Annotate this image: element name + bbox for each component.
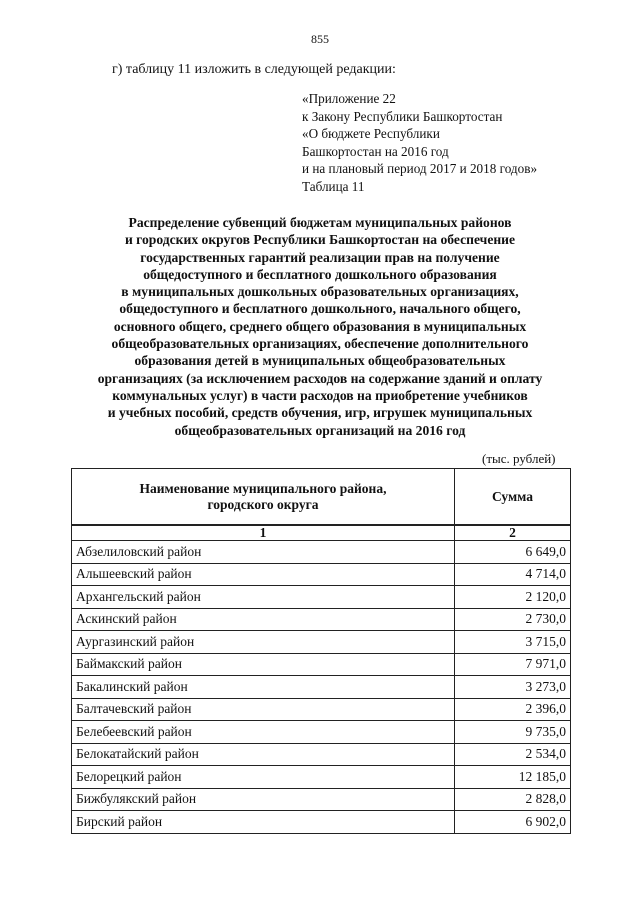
table-row <box>72 676 571 699</box>
table-header-row <box>72 469 571 526</box>
table-row <box>72 766 571 789</box>
title-line: общеобразовательных организаций на 2016 год <box>174 422 466 438</box>
district-sum: 2 120,0 <box>455 586 571 609</box>
table-row <box>72 541 571 564</box>
district-sum: 12 185,0 <box>455 766 571 789</box>
header-sum: Сумма <box>455 469 571 526</box>
district-sum: 6 902,0 <box>455 811 571 834</box>
district-name: Бирский район <box>72 811 455 834</box>
district-sum: 2 730,0 <box>455 608 571 631</box>
intro-text: г) таблицу 11 изложить в следующей редакции: <box>112 62 396 77</box>
district-name: Белебеевский район <box>72 721 455 744</box>
district-sum: 7 971,0 <box>455 653 571 676</box>
title-line: Распределение субвенций бюджетам муниципальных районов <box>128 215 512 230</box>
table-row <box>72 743 571 766</box>
table-row <box>72 608 571 631</box>
district-sum: 3 715,0 <box>455 631 571 654</box>
column-number: 2 <box>455 525 571 541</box>
table-number: Таблица 11 <box>302 178 365 194</box>
column-number: 1 <box>72 525 455 541</box>
district-name: Бакалинский район <box>72 676 455 699</box>
column-number-row <box>72 525 571 541</box>
district-name: Белорецкий район <box>72 766 455 789</box>
district-name: Белокатайский район <box>72 743 455 766</box>
district-sum: 2 396,0 <box>455 698 571 721</box>
appendix-line: Башкортостан на 2016 год <box>302 143 449 159</box>
appendix-line: и на плановый период 2017 и 2018 годов» <box>302 161 538 177</box>
table-row <box>72 698 571 721</box>
table-row <box>72 788 571 811</box>
title-line: в муниципальных дошкольных образовательных организациях, <box>121 284 519 300</box>
table-row <box>72 811 571 834</box>
header-name <box>72 469 455 526</box>
title-line: организациях (за исключением расходов на содержание зданий и оплату <box>97 370 543 386</box>
header-name-line: городского округа <box>207 496 319 512</box>
table-row <box>72 586 571 609</box>
district-sum: 3 273,0 <box>455 676 571 699</box>
table-row <box>72 563 571 586</box>
table-row <box>72 721 571 744</box>
district-name: Баймакский район <box>72 653 455 676</box>
title-line: коммунальных услуг) в части расходов на приобретение учебников <box>112 387 528 403</box>
district-sum: 9 735,0 <box>455 721 571 744</box>
units-label: (тыс. рублей) <box>482 451 556 466</box>
district-name: Балтачевский район <box>72 698 455 721</box>
table-row <box>72 653 571 676</box>
district-sum: 6 649,0 <box>455 541 571 564</box>
appendix-line: «Приложение 22 <box>302 91 396 106</box>
district-name: Архангельский район <box>72 586 455 609</box>
document-title <box>60 214 580 439</box>
district-name: Аургазинский район <box>72 631 455 654</box>
appendix-line: «О бюджете Республики <box>302 126 440 142</box>
table-row <box>72 631 571 654</box>
page-number: 855 <box>311 32 329 46</box>
title-line: основного общего, среднего общего образования в муниципальных <box>113 318 527 334</box>
title-line: общеобразовательных организациях, обеспечение дополнительного <box>111 336 529 352</box>
title-line: государственных гарантий реализации прав на получение <box>140 249 500 265</box>
district-sum: 2 828,0 <box>455 788 571 811</box>
district-name: Абзелиловский район <box>72 541 455 564</box>
appendix-line: к Закону Республики Башкортостан <box>302 108 503 124</box>
district-name: Альшеевский район <box>72 563 455 586</box>
district-name: Аскинский район <box>72 608 455 631</box>
title-line: общедоступного и бесплатного дошкольного образования <box>143 266 497 282</box>
subsidy-table <box>71 468 571 834</box>
appendix-reference <box>302 90 537 196</box>
title-line: общедоступного и бесплатного дошкольного, начального общего, <box>119 301 521 317</box>
title-line: образования детей в муниципальных общеобразовательных <box>134 353 506 369</box>
title-line: и городских округов Республики Башкортостан на обеспечение <box>124 232 516 248</box>
title-line: и учебных пособий, средств обучения, игр, игрушек муниципальных <box>107 405 533 421</box>
district-sum: 4 714,0 <box>455 563 571 586</box>
header-name-line: Наименование муниципального района, <box>139 480 387 496</box>
district-name: Бижбулякский район <box>72 788 455 811</box>
district-sum: 2 534,0 <box>455 743 571 766</box>
